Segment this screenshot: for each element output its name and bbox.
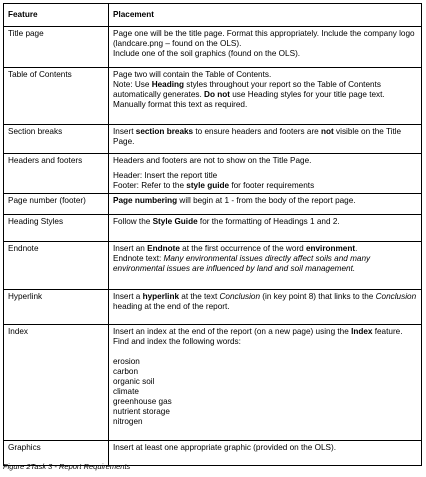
- placement-text: Include one of the soil graphics (found on the OLS).: [113, 49, 301, 58]
- placement-cell: [109, 27, 422, 68]
- bold-run: Endnote: [147, 244, 180, 253]
- placement-text: [113, 254, 417, 274]
- placement-cell: [109, 242, 422, 290]
- text-run: Note: Use: [113, 80, 152, 89]
- feature-cell: Hyperlink: [4, 290, 109, 325]
- placement-cell: [109, 68, 422, 125]
- index-word: nitrogen: [113, 417, 143, 426]
- italic-run: Conclusion: [375, 292, 417, 301]
- placement-text: Page two will contain the Table of Contents.: [113, 70, 272, 79]
- placement-cell: [109, 154, 422, 194]
- text-run: Insert an: [113, 244, 148, 253]
- placement-column-header: Placement: [109, 4, 422, 27]
- text-run: feature. Find and index the following words:: [113, 327, 403, 346]
- placement-text: [113, 327, 417, 347]
- index-word: greenhouse gas: [113, 397, 172, 406]
- placement-cell: Insert at least one appropriate graphic (provided on the OLS).: [109, 441, 422, 466]
- bold-run: section breaks: [135, 127, 194, 136]
- feature-cell: Title page: [4, 27, 109, 68]
- text-run: will begin at 1 - from the body of the report page.: [177, 196, 356, 205]
- bold-run: Index: [351, 327, 373, 336]
- bold-run: Heading: [151, 80, 184, 89]
- table-row: [4, 194, 422, 215]
- feature-cell: Headers and footers: [4, 154, 109, 194]
- text-run: heading at the end of the report.: [113, 302, 230, 311]
- text-run: Footer: Refer to the: [113, 181, 187, 190]
- feature-cell: Graphics: [4, 441, 109, 466]
- feature-cell: Table of Contents: [4, 68, 109, 125]
- table-row: [4, 325, 422, 441]
- text-run: Insert: [113, 127, 136, 136]
- italic-run: Conclusion: [219, 292, 261, 301]
- text-run: for the formatting of Headings 1 and 2.: [197, 217, 340, 226]
- placement-cell: [109, 325, 422, 441]
- requirements-table: [3, 3, 422, 466]
- placement-text: [113, 181, 417, 191]
- italic-run: Many environmental issues directly affect soils and many environmental issues are influenced by land and soil management.: [113, 254, 371, 273]
- text-run: at the first occurrence of the word: [179, 244, 306, 253]
- bold-run: Style Guide: [152, 217, 198, 226]
- table-row: [4, 215, 422, 242]
- bold-run: environment: [305, 244, 356, 253]
- bold-run: style guide: [186, 181, 230, 190]
- text-run: Insert a: [113, 292, 143, 301]
- index-word-list: [113, 357, 417, 427]
- placement-note: [113, 80, 417, 110]
- table-header-row: [4, 4, 422, 27]
- text-run: .: [355, 244, 358, 253]
- feature-column-header: Feature: [4, 4, 109, 27]
- feature-cell: Heading Styles: [4, 215, 109, 242]
- bold-run: Page numbering: [113, 196, 178, 205]
- bold-run: hyperlink: [142, 292, 179, 301]
- placement-cell: [109, 194, 422, 215]
- placement-cell: [109, 215, 422, 242]
- text-run: Insert an index at the end of the report (on a new page) using the: [113, 327, 352, 336]
- placement-text: Header: Insert the report title: [113, 171, 218, 180]
- feature-cell: Section breaks: [4, 125, 109, 154]
- feature-cell: Endnote: [4, 242, 109, 290]
- text-run: styles throughout your report so the Table of Contents automatically generates.: [113, 80, 381, 99]
- text-run: Endnote text:: [113, 254, 164, 263]
- text-run: Follow the: [113, 217, 153, 226]
- table-row: [4, 68, 422, 125]
- text-run: use Heading styles for your title page text. Manually format this text as required.: [113, 90, 385, 109]
- text-run: (in key point 8) that links to the: [260, 292, 376, 301]
- bold-run: not: [321, 127, 334, 136]
- table-row: [4, 290, 422, 325]
- placement-cell: [109, 125, 422, 154]
- index-word: nutrient storage: [113, 407, 170, 416]
- placement-text: [113, 244, 417, 254]
- feature-cell: Page number (footer): [4, 194, 109, 215]
- table-row: [4, 27, 422, 68]
- placement-text: Headers and footers are not to show on the Title Page.: [113, 156, 312, 165]
- text-run: visible on the Title Page.: [113, 127, 402, 146]
- placement-text: Page one will be the title page. Format this appropriately. Include the company logo (landcare.png – found on the OLS).: [113, 29, 415, 48]
- figure-caption: Figure 2Task 3 - Report Requirements: [3, 462, 131, 471]
- table-row: [4, 125, 422, 154]
- table-row: [4, 154, 422, 194]
- text-run: to ensure headers and footers are: [193, 127, 322, 136]
- feature-cell: Index: [4, 325, 109, 441]
- index-word: carbon: [113, 367, 139, 376]
- text-run: at the text: [179, 292, 220, 301]
- table-row: [4, 242, 422, 290]
- index-word: climate: [113, 387, 139, 396]
- placement-cell: [109, 290, 422, 325]
- index-word: organic soil: [113, 377, 155, 386]
- text-run: for footer requirements: [229, 181, 315, 190]
- bold-run: Do not: [204, 90, 230, 99]
- index-word: erosion: [113, 357, 140, 366]
